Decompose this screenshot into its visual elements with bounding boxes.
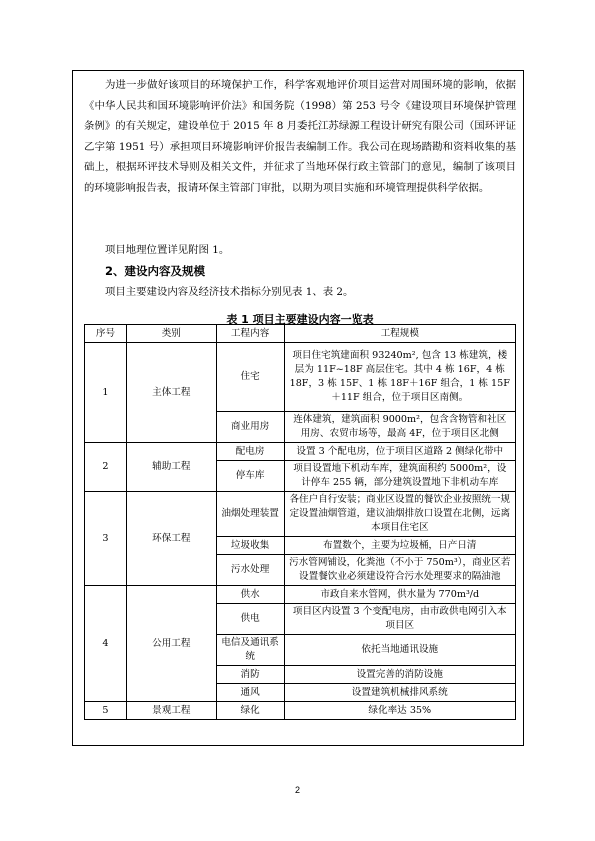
table-row [85, 702, 516, 720]
table-row [85, 492, 516, 537]
table-caption: 表 1 项目主要建设内容一览表 [226, 313, 374, 326]
header-content: 工程内容 [216, 325, 284, 343]
item-name: 电信及通讯系统 [216, 635, 284, 666]
item-scale: 项目住宅筑建面积 93240m², 包含 13 栋建筑，楼层为 11F~18F 高层住宅。其中 4 栋 16F，4 栋 18F，3 栋 15F、1 栋 18F＋16F 组合，1 栋 15F＋11F 组合，位于项目区南侧。 [284, 343, 515, 412]
item-scale: 各住户自行安装；商业区设置的餐饮企业按照统一规定设置油烟管道，建议油烟排放口设置在北侧，远离本项目住宅区 [284, 492, 515, 537]
item-name: 供水 [216, 586, 284, 604]
table-header-row [85, 325, 516, 343]
table-row [85, 343, 516, 412]
group-no: 5 [85, 702, 127, 720]
item-name: 消防 [216, 666, 284, 684]
item-name: 通风 [216, 684, 284, 702]
header-no: 序号 [85, 325, 127, 343]
group-category: 环保工程 [126, 492, 216, 586]
item-scale: 连体建筑，建筑面积 9000m²，包含含物管和社区用房、农贸市场等，最高 4F，位于项目区北侧 [284, 412, 515, 443]
page-number: 2 [294, 785, 300, 795]
table-row [85, 443, 516, 461]
header-scale: 工程规模 [284, 325, 515, 343]
group-category: 公用工程 [126, 586, 216, 702]
intro-paragraph: 为进一步做好该项目的环境保护工作，科学客观地评价项目运营对周围环境的影响，依据《中华人民共和国环境影响评价法》和国务院（1998）第 253 号令《建设项目环境保护管理条例》的有关规定，建设单位于 2015 年 8 月委托江苏绿源工程设计研究有限公司（国环评证乙字第 1951 号）承担项目环境影响评价报告表编制工作。我公司在现场踏勘和资料收集的基础上，根据环评技术导则及相关文件，并征求了当地环保行政主管部门的意见，编制了该项目的环境影响报告表，报请环保主管部门审批，以期为项目实施和环境管理提供科学依据。 [84, 79, 516, 194]
item-name: 污水处理 [216, 555, 284, 586]
item-scale: 市政自来水管网，供水量为 770m³/d [284, 586, 515, 604]
group-category: 主体工程 [126, 343, 216, 443]
table-row [85, 586, 516, 604]
group-no: 4 [85, 586, 127, 702]
item-name: 配电房 [216, 443, 284, 461]
group-category: 辅助工程 [126, 443, 216, 492]
header-category: 类别 [126, 325, 216, 343]
item-scale: 绿化率达 35% [284, 702, 515, 720]
item-scale: 项目区内设置 3 个变配电房，由市政供电网引入本项目区 [284, 604, 515, 635]
group-no: 2 [85, 443, 127, 492]
table-reference-paragraph: 项目主要建设内容及经济技术指标分别见表 1、表 2。 [105, 286, 354, 298]
item-name: 停车库 [216, 461, 284, 492]
group-no: 3 [85, 492, 127, 586]
item-scale: 设置 3 个配电房，位于项目区道路 2 侧绿化带中 [284, 443, 515, 461]
group-category: 景观工程 [126, 702, 216, 720]
item-scale: 设置完善的消防设施 [284, 666, 515, 684]
section-heading: 2、建设内容及规模 [105, 264, 206, 278]
item-name: 商业用房 [216, 412, 284, 443]
item-scale: 项目设置地下机动车库，建筑面积约 5000m²，设计停车 255 辆，部分建筑设置地下非机动车库 [284, 461, 515, 492]
item-name: 供电 [216, 604, 284, 635]
item-name: 垃圾收集 [216, 537, 284, 555]
location-paragraph: 项目地理位置详见附图 1。 [105, 244, 230, 256]
item-scale: 依托当地通讯设施 [284, 635, 515, 666]
item-scale: 布置数个，主要为垃圾桶，日产日清 [284, 537, 515, 555]
item-name: 绿化 [216, 702, 284, 720]
item-scale: 设置建筑机械排风系统 [284, 684, 515, 702]
item-scale: 污水管网铺设，化粪池（不小于 750m³），商业区若设置餐饮业必须建设符合污水处理要求的隔油池 [284, 555, 515, 586]
group-no: 1 [85, 343, 127, 443]
item-name: 油烟处理装置 [216, 492, 284, 537]
item-name: 住宅 [216, 343, 284, 412]
construction-content-table [84, 324, 516, 720]
